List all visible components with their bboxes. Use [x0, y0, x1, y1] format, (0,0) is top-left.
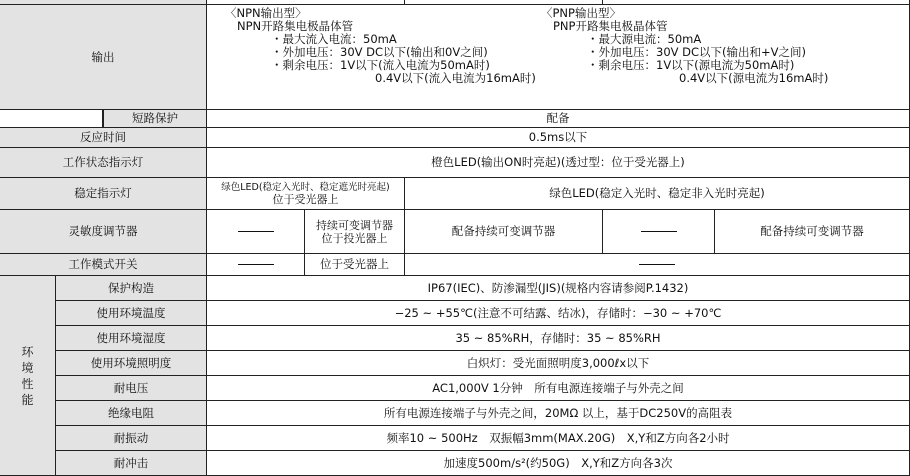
- env-value-illumination: 白炽灯：受光面照明度3,000ℓx以下: [207, 351, 910, 376]
- stability-indicator-label: 稳定指示灯: [0, 178, 207, 210]
- sensitivity-line: 持续可变调节器: [316, 218, 393, 232]
- environment-char: 性: [21, 376, 34, 391]
- env-label-temperature: 使用环境温度: [56, 301, 207, 326]
- environment-char: 能: [21, 392, 34, 407]
- npn-subtitle: NPN开路集电极晶体管: [237, 19, 354, 33]
- pnp-output-block: [541, 7, 828, 85]
- sensitivity-label: 灵敏度调节器: [0, 210, 207, 254]
- stability-indicator-value-a: [207, 178, 405, 210]
- sensitivity-value-b: [305, 210, 405, 254]
- sensitivity-value-a: [207, 210, 305, 254]
- npn-line: ・剩余电压：1V以下(流入电流为50mA时): [271, 58, 490, 72]
- stability-indicator-line: 绿色LED(稳定入光时、稳定遮光时亮起): [221, 181, 390, 193]
- npn-line: 0.4V以下(流入电流为16mA时): [375, 71, 536, 85]
- mode-switch-label: 工作模式开关: [0, 254, 207, 276]
- env-value-insulation: 所有电源连接端子与外壳之间，20MΩ 以上，基于DC250V的高阻表: [207, 401, 910, 426]
- env-value-protection: IP67(IEC)、防渗漏型(JIS)(规格内容请参阅P.1432): [207, 276, 910, 301]
- npn-output-block: [225, 7, 536, 85]
- env-value-humidity: 35 ~ 85%RH，存储时：35 ~ 85%RH: [207, 326, 910, 351]
- pnp-line: ・剩余电压：1V以下(源电流为50mA时): [587, 58, 795, 72]
- short-circuit-value: 配备: [207, 110, 910, 128]
- dash-mark: [238, 264, 274, 265]
- response-time-label: 反应时间: [0, 128, 207, 148]
- npn-line: ・最大流入电流：50mA: [271, 32, 397, 46]
- pnp-line: 0.4V以下(源电流为16mA时): [679, 71, 829, 85]
- env-label-protection: 保护构造: [56, 276, 207, 301]
- stability-indicator-value-b: 绿色LED(稳定入光时、稳定非入光时亮起): [405, 178, 910, 210]
- npn-title: 〈NPN输出型〉: [225, 6, 307, 20]
- env-value-vibration: 频率10 ~ 500Hz 双振幅3mm(MAX.20G) X,Y和Z方向各2小时: [207, 426, 910, 451]
- sensitivity-value-d: [603, 210, 715, 254]
- output-label: 输出: [0, 5, 207, 110]
- pnp-subtitle: PNP开路集电极晶体管: [553, 19, 668, 33]
- response-time-value: 0.5ms以下: [207, 128, 910, 148]
- env-value-voltage: AC1,000V 1分钟 所有电源连接端子与外壳之间: [207, 376, 910, 401]
- environment-group-label: [0, 276, 56, 476]
- status-indicator-label: 工作状态指示灯: [0, 148, 207, 178]
- pnp-title: 〈PNP输出型〉: [541, 6, 621, 20]
- dash-mark: [238, 231, 274, 232]
- npn-line: ・外加电压：30V DC以下(输出和0V之间): [271, 45, 488, 59]
- mode-switch-value-b: 位于受光器上: [305, 254, 405, 276]
- sensitivity-line: 位于投光器上: [321, 231, 388, 245]
- environment-char: 环: [21, 344, 34, 359]
- short-circuit-spacer: [0, 110, 103, 128]
- output-content: [207, 5, 910, 110]
- env-label-insulation: 绝缘电阻: [56, 401, 207, 426]
- mode-switch-value-a: [207, 254, 305, 276]
- env-value-temperature: −25 ~ +55℃(注意不可结露、结冰)，存储时：−30 ~ +70℃: [207, 301, 910, 326]
- status-indicator-value: 橙色LED(输出ON时亮起)(透过型：位于受光器上): [207, 148, 910, 178]
- dash-mark: [641, 231, 677, 232]
- env-label-illumination: 使用环境照明度: [56, 351, 207, 376]
- pnp-line: ・外加电压：30V DC以下(输出和+V之间): [587, 45, 807, 59]
- env-label-voltage: 耐电压: [56, 376, 207, 401]
- short-circuit-label: 短路保护: [103, 110, 207, 128]
- stability-indicator-line: 位于受光器上: [272, 192, 339, 206]
- sensitivity-value-e: 配备持续可变调节器: [715, 210, 910, 254]
- env-value-shock: 加速度500m/s²(约50G) X,Y和Z方向各3次: [207, 451, 910, 476]
- env-label-vibration: 耐振动: [56, 426, 207, 451]
- env-label-shock: 耐冲击: [56, 451, 207, 476]
- dash-mark: [639, 264, 675, 265]
- pnp-line: ・最大源电流：50mA: [587, 32, 702, 46]
- env-label-humidity: 使用环境湿度: [56, 326, 207, 351]
- mode-switch-value-c: [405, 254, 910, 276]
- environment-char: 境: [21, 360, 34, 375]
- sensitivity-value-c: 配备持续可变调节器: [405, 210, 603, 254]
